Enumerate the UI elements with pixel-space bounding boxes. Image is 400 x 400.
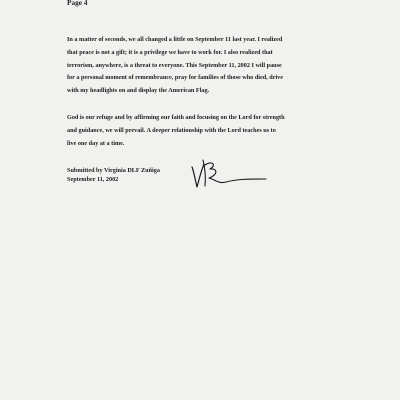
paragraph-line: God is our refuge and by affirming our faith and focusing on the Lord for strength bbox=[67, 114, 285, 121]
paragraph-line: that peace is not a gift; it is a privilege we have to work for. I also realized that bbox=[67, 48, 273, 56]
paragraph-line: In a matter of seconds, we all changed a little on September 11 last year. I realized bbox=[67, 36, 283, 43]
paragraph-remembrance bbox=[67, 34, 357, 98]
submitted-by: Submitted by Virginia DLF Zuñiga bbox=[67, 167, 160, 174]
paragraph-line: live one day at a time. bbox=[67, 139, 125, 147]
paragraph-line: for a personal moment of remembrance, pray for families of those who died, drive bbox=[67, 74, 284, 82]
paragraph-line: with my headlights on and display the American Flag. bbox=[67, 87, 210, 95]
submission-date: September 11, 2002 bbox=[67, 176, 119, 184]
paragraph-line: and guidance, we will prevail. A deeper relationship with the Lord teaches us to bbox=[67, 126, 276, 134]
paragraph-line: terrorism, anywhere, is a threat to everyone. This September 11, 2002 I will pause bbox=[67, 61, 282, 69]
paragraph-faith bbox=[67, 112, 357, 150]
submission-block bbox=[67, 166, 160, 185]
handwritten-signature-icon bbox=[188, 158, 268, 192]
page-number: Page 4 bbox=[67, 0, 88, 7]
